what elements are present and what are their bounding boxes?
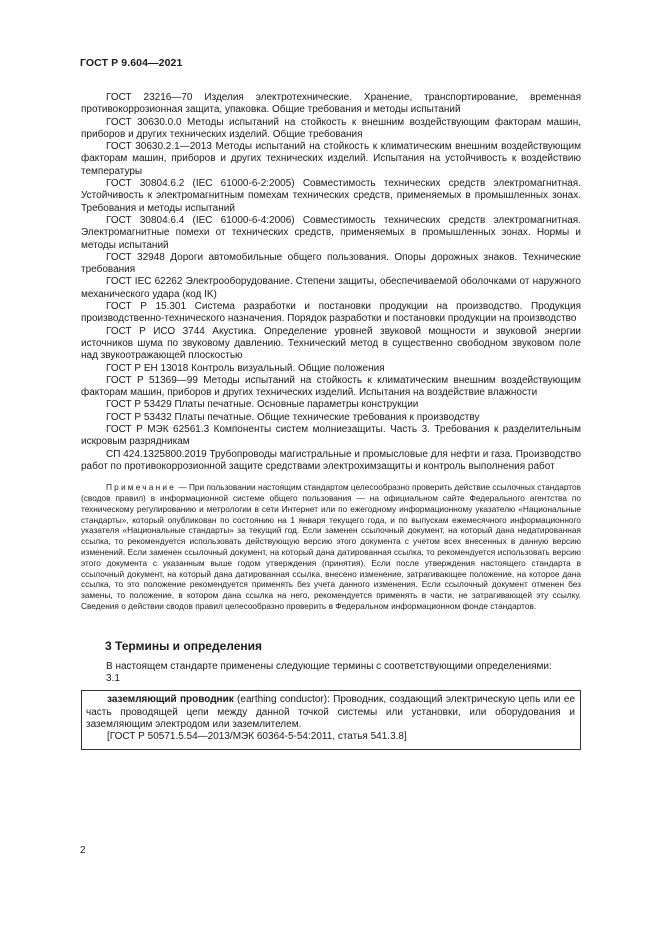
reference-item: ГОСТ Р МЭК 62561.3 Компоненты систем молниезащиты. Часть 3. Требования к разделительным искровым разрядникам: [81, 424, 581, 448]
reference-item: ГОСТ 30630.2.1—2013 Методы испытаний на стойкость к климатическим внешним воздействующим факторам машин, приборов и других технических изделий. Испытания на устойчивость к воздействию температуры: [81, 141, 581, 177]
reference-item: ГОСТ Р 51369—99 Методы испытаний на стойкость к климатическим внешним воздействующим факторам машин, приборов и других технических изделий. Испытания на воздействие влажности: [81, 374, 581, 399]
term-definition: [86, 694, 575, 731]
reference-item: ГОСТ 30804.6.2 (IEC 61000-6-2:2005) Совместимость технических средств электромагнитная. Устойчивость к электромагнитным помехам технических средств, применяемых в промышленных зонах. Требования и методы испытаний: [81, 178, 581, 214]
term-definition-text: (earthing conductor): Проводник, создающий электрическую цепь или ее часть проводящей цепи между данной точкой системы или установки, или оборудования и заземляющим электродом или заземлителем.: [86, 694, 576, 730]
note-text: При пользовании настоящим стандартом целесообразно проверить действие ссылочных стандартов (сводов правил) в информационной системе общего пользования — на официальном сайте Федерального агентства по техническому регулированию и метрологии в сети Интернет или по ежегодному информационному указателю «Национальные стандарты», который опубликован по состоянию на 1 января текущего года, и по выпускам ежемесячного информационного указателя «Национальные стандарты» за текущий год. Если заменен ссылочный документ, на который дана недатированная ссылка, то рекомендуется использовать действующую версию этого документа с учетом всех внесенных в данную версию изменений. Если заменен ссылочный документ, на который дана датированная ссылка, то рекомендуется использовать версию этого документа с указанным выше годом утверждения (принятия). Если после утверждения настоящего стандарта в ссылочный документ, на который дана датированная ссылка, внесено изменение, затрагивающее положение, на которое дана ссылка, то это положение рекомендуется применять без учета данного изменения. Если ссылочный документ отменен без замены, то положение, в котором дана ссылка на него, рекомендуется применять в части, не затрагивающей эту ссылку. Сведения о действии сводов правил целесообразно проверить в Федеральном информационном фонде стандартов.: [81, 482, 581, 611]
section-title: 3 Термины и определения: [105, 638, 263, 653]
document-body: [81, 92, 581, 750]
reference-item: ГОСТ 32948 Дороги автомобильные общего пользования. Опоры дорожных знаков. Технические требования: [81, 251, 581, 276]
reference-item: СП 424.1325800.2019 Трубопроводы магистральные и промысловые для нефти и газа. Производство работ по противокоррозионной защите средствами электрохимзащиты и контроль выполнения работ: [81, 448, 581, 472]
reference-item: ГОСТ IEC 62262 Электрооборудование. Степени защиты, обеспечиваемой оболочками от наружного механического удара (код IK): [81, 276, 581, 300]
term-definition-box: [81, 690, 581, 749]
term-source: [ГОСТ Р 50571.5.54—2013/МЭК 60364-5-54:2011, статья 541.3.8]: [107, 731, 407, 743]
reference-item: ГОСТ 23216—70 Изделия электротехнические. Хранение, транспортирование, временная противокоррозионная защита, упаковка. Общие требования и методы испытаний: [81, 92, 581, 116]
reference-item: ГОСТ 30804.6.4 (IEC 61000-6-4:2006) Совместимость технических средств электромагнитная. Электромагнитные помехи от технических средств, применяемых в промышленных зонах. Нормы и методы испытаний: [81, 214, 581, 251]
standard-header: ГОСТ Р 9.604—2021: [80, 57, 183, 69]
term-number: 3.1: [106, 673, 120, 685]
normative-references-list: [81, 92, 581, 473]
term-name: заземляющий проводник: [107, 694, 234, 706]
note-dash: —: [176, 482, 189, 493]
reference-item: ГОСТ Р ЕН 13018 Контроль визуальный. Общие положения: [106, 362, 385, 374]
reference-item: ГОСТ Р 53429 Платы печатные. Основные параметры конструкции: [106, 399, 419, 411]
note-label: Примечание: [106, 482, 177, 493]
reference-item: ГОСТ Р ИСО 3744 Акустика. Определение уровней звуковой мощности и звуковой энергии источников шума по звуковому давлению. Технический метод в существенно свободном звуковом поле над звукоотражающей плоскостью: [81, 325, 581, 362]
reference-item: ГОСТ 30630.0.0 Методы испытаний на стойкость к внешним воздействующим факторам машин, приборов и других технических изделий. Общие требования: [81, 116, 581, 140]
note-paragraph: [81, 482, 581, 612]
reference-item: ГОСТ Р 15.301 Система разработки и постановки продукции на производство. Продукция производственно-технического назначения. Порядок разработки и постановки продукции на производство: [81, 301, 581, 325]
section-intro: В настоящем стандарте применены следующие термины с соответствующими определениями:: [106, 660, 552, 672]
page-number: 2: [80, 845, 86, 856]
reference-item: ГОСТ Р 53432 Платы печатные. Общие технические требования к производству: [106, 411, 480, 423]
